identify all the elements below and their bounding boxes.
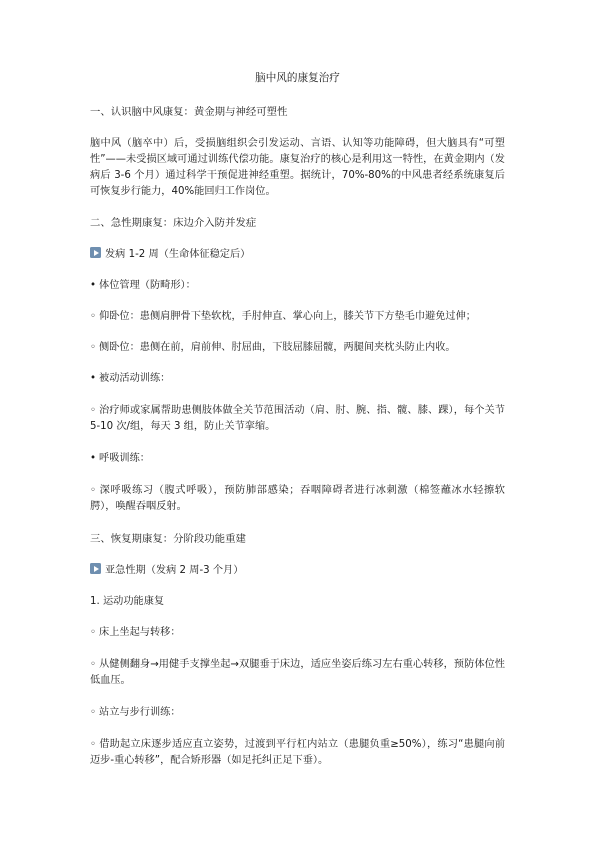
section-1-paragraph: 脑中风（脑卒中）后，受损脑组织会引发运动、言语、认知等功能障碍，但大脑具有“可塑性”——未受损区域可通过训练代偿功能。康复治疗的核心是利用这一特性，在黄金期内（发病后 3-6 个月）通过科学干预促进神经重塑。据统计，70%-80%的中风患者经系统康复后可恢复步行能力，40%能回归工作岗位。 <box>90 138 505 197</box>
page-title: 脑中风的康复治疗 <box>255 72 340 84</box>
sub-bullet-marker: ◦ <box>90 405 97 416</box>
section-heading-1: 一、认识脑中风康复：黄金期与神经可塑性 <box>90 106 288 118</box>
bullet-passive-training <box>90 372 505 386</box>
bullet-breathing-training <box>90 452 505 466</box>
section-heading-2: 二、急性期康复：床边介入防并发症 <box>90 217 257 229</box>
sub-item-standing-detail <box>90 737 505 769</box>
sub-item-sit-up-detail <box>90 657 505 689</box>
sub-bullet-marker: ◦ <box>90 627 97 638</box>
stage-label-acute <box>90 247 505 262</box>
sub-bullet-marker: ◦ <box>90 659 97 670</box>
sub-bullet-marker: ◦ <box>90 485 97 496</box>
sub-item-text: 治疗师或家属帮助患侧肢体做全关节范围活动（肩、肘、腕、指、髋、膝、踝），每个关节 5-10 次/组，每天 3 组，防止关节挛缩。 <box>90 405 505 432</box>
bullet-marker: • <box>90 280 97 291</box>
bullet-text: 被动活动训练： <box>99 373 171 384</box>
stage-label-text: 亚急性期（发病 2 周-3 个月） <box>105 565 244 576</box>
play-icon <box>90 247 101 258</box>
sub-item-text: 床上坐起与转移： <box>99 627 181 638</box>
sub-bullet-marker: ◦ <box>90 707 97 718</box>
sub-item-text: 从健侧翻身→用健手支撑坐起→双腿垂于床边，适应坐姿后练习左右重心转移，预防体位性低血压。 <box>90 659 505 686</box>
sub-item-text: 侧卧位：患侧在前，肩前伸、肘屈曲，下肢屈膝屈髋，两腿间夹枕头防止内收。 <box>99 342 456 353</box>
stage-label-subacute <box>90 563 505 578</box>
section-heading-3: 三、恢复期康复：分阶段功能重建 <box>90 533 246 545</box>
stage-label-text: 发病 1-2 周（生命体征稳定后） <box>105 249 251 260</box>
bullet-posture <box>90 279 505 293</box>
bullet-marker: • <box>90 373 97 384</box>
sub-item-text: 站立与步行训练： <box>99 707 181 718</box>
bullet-text: 呼吸训练： <box>99 453 150 464</box>
play-icon <box>90 563 101 574</box>
sub-item-side-lying <box>90 341 505 355</box>
sub-item-joint-range <box>90 403 505 435</box>
sub-item-text: 深呼吸练习（腹式呼吸），预防肺部感染；吞咽障碍者进行冰刺激（棉签蘸冰水轻擦软腭），唤醒吞咽反射。 <box>90 485 505 512</box>
sub-item-sit-up <box>90 626 505 640</box>
sub-bullet-marker: ◦ <box>90 739 97 750</box>
sub-bullet-marker: ◦ <box>90 342 97 353</box>
bullet-marker: • <box>90 453 97 464</box>
sub-bullet-marker: ◦ <box>90 311 97 322</box>
sub-item-standing <box>90 706 505 720</box>
sub-item-supine <box>90 310 505 324</box>
bullet-text: 体位管理（防畸形）： <box>99 280 196 291</box>
numbered-heading-motor: 1. 运动功能康复 <box>90 596 165 607</box>
sub-item-text: 借助起立床逐步适应直立姿势，过渡到平行杠内站立（患腿负重≥50%），练习“患腿向前迈步-重心转移”，配合矫形器（如足托纠正足下垂）。 <box>90 739 505 766</box>
sub-item-deep-breathing <box>90 483 505 515</box>
sub-item-text: 仰卧位：患侧肩胛骨下垫软枕，手肘伸直、掌心向上，膝关节下方垫毛巾避免过伸； <box>99 311 476 322</box>
